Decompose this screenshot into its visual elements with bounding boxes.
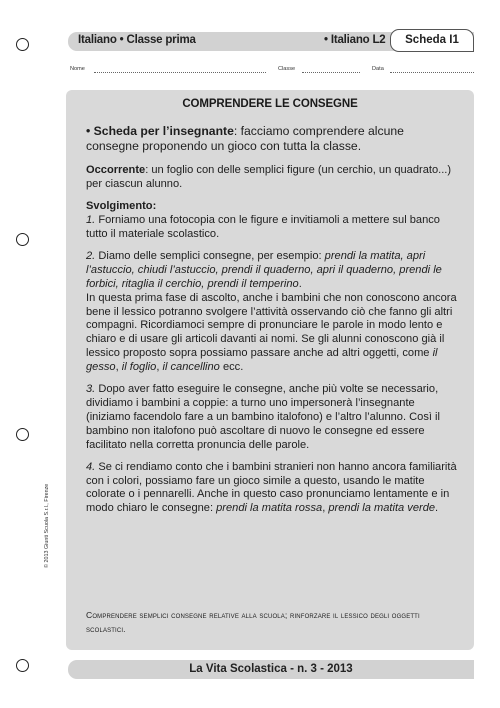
- example-red-pencil: prendi la matita rossa: [216, 502, 323, 515]
- separator: ,: [322, 502, 329, 515]
- page-title: COMPRENDERE LE CONSEGNE: [182, 98, 358, 110]
- step-4-end: .: [435, 502, 439, 515]
- sheet-label: Scheda I1: [390, 29, 474, 52]
- step-2-continued: [86, 292, 460, 375]
- materials-paragraph: [86, 164, 460, 192]
- binder-hole-lower: [16, 428, 29, 441]
- step-2-examples: prendi la matita, apri l’astuccio, chiudi l’astuccio, prendi il quaderno, apri il quaderno, prendi le forbici, ritaglia il cerchio, prendi il temperino: [86, 249, 442, 290]
- intro-label: Scheda per l’insegnante: [93, 124, 234, 138]
- copyright-notice: [44, 484, 50, 568]
- object-sheet: il foglio: [121, 361, 157, 374]
- name-label: Nome: [70, 66, 85, 72]
- step-2-listening-text: In questa prima fase di ascolto, anche i bambini che non conoscono ancora bene il lessico potranno svolgere l’attività osservando ciò che fanno gli altri compagni. Ricordiamoci sempre di pronunciare le parole in modo lento e chiaro e di usare gli articoli davanti ai nomi. Se gli alunni conoscono già il lessico proposto sopra possiamo passare anche ad altri oggetti, come: [86, 291, 457, 360]
- example-green-pencil: prendi la matita verde: [328, 502, 436, 515]
- step-3: [86, 383, 460, 453]
- step-2-period: .: [298, 277, 302, 290]
- intro-text: : facciamo comprendere alcune consegne proponendo un gioco con tutta la classe.: [86, 124, 404, 154]
- procedure-heading: [86, 200, 460, 214]
- step-2-end: ecc.: [219, 361, 244, 374]
- footer-bar: La Vita Scolastica - n. 3 - 2013: [68, 660, 474, 679]
- step-1-text: Forniamo una fotocopia con le figure e invitiamoli a mettere sul banco tutto il materiale scolastico.: [86, 214, 440, 241]
- separator: ,: [156, 361, 163, 374]
- step-1: [86, 214, 460, 242]
- materials-text: : un foglio con delle semplici figure (un cerchio, un quadrato...) per ciascun alunno.: [86, 164, 452, 191]
- step-4-text: Se ci rendiamo conto che i bambini stranieri non hanno ancora familiarità con i colori, possiamo fare un gioco simile a questo, usando le matite colorate o i pennarelli. Anche in questo caso pronunciamo lentamente e in modo chiaro le consegne:: [86, 460, 457, 515]
- step-2-text: Diamo delle semplici consegne, per esempio:: [95, 249, 325, 262]
- copyright-text: © 2013 Giunti Scuola S.r.l., Firenze: [44, 483, 50, 568]
- step-2-number: 2.: [86, 249, 96, 262]
- class-label: Classe: [278, 66, 296, 72]
- separator: ,: [115, 361, 122, 374]
- step-3-text: Dopo aver fatto eseguire le consegne, anche più volte se necessario, dividiamo i bambini a coppie: a turno uno impersonerà l’insegnante (iniziamo facendolo fare a un bambino italofono) e l’altro l’alunno. Così il bambino non italofono può ascoltare di nuovo le consegne ed essere facilitato nella corretta pronuncia delle parole.: [86, 383, 440, 451]
- header-subject: Italiano • Classe prima: [78, 34, 196, 46]
- object-chalk: il gesso: [86, 347, 438, 374]
- binder-hole-top: [16, 38, 29, 51]
- intro-bullet: •: [86, 124, 91, 138]
- binder-hole-middle: [16, 233, 29, 246]
- procedure-label: Svolgimento: [86, 200, 153, 213]
- teacher-note: [86, 124, 460, 154]
- instructions-body: [86, 124, 460, 524]
- objectives-summary: Comprendere semplici consegne relative alla scuola; rinforzare il lessico degli oggetti scolastici.: [86, 610, 420, 634]
- step-3-number: 3.: [86, 383, 96, 396]
- binder-hole-bottom: [16, 659, 29, 672]
- date-label: Data: [372, 66, 384, 72]
- class-line[interactable]: [302, 72, 360, 73]
- step-2: [86, 250, 460, 292]
- header-track: • Italiano L2: [324, 34, 386, 46]
- step-4-number: 4.: [86, 460, 96, 473]
- student-fields: [70, 66, 474, 78]
- step-4: [86, 461, 460, 517]
- name-line[interactable]: [94, 72, 266, 73]
- step-1-number: 1.: [86, 214, 96, 227]
- procedure-colon: :: [152, 200, 157, 213]
- date-line[interactable]: [390, 72, 474, 73]
- object-eraser: il cancellino: [162, 361, 220, 374]
- materials-label: Occorrente: [86, 164, 146, 177]
